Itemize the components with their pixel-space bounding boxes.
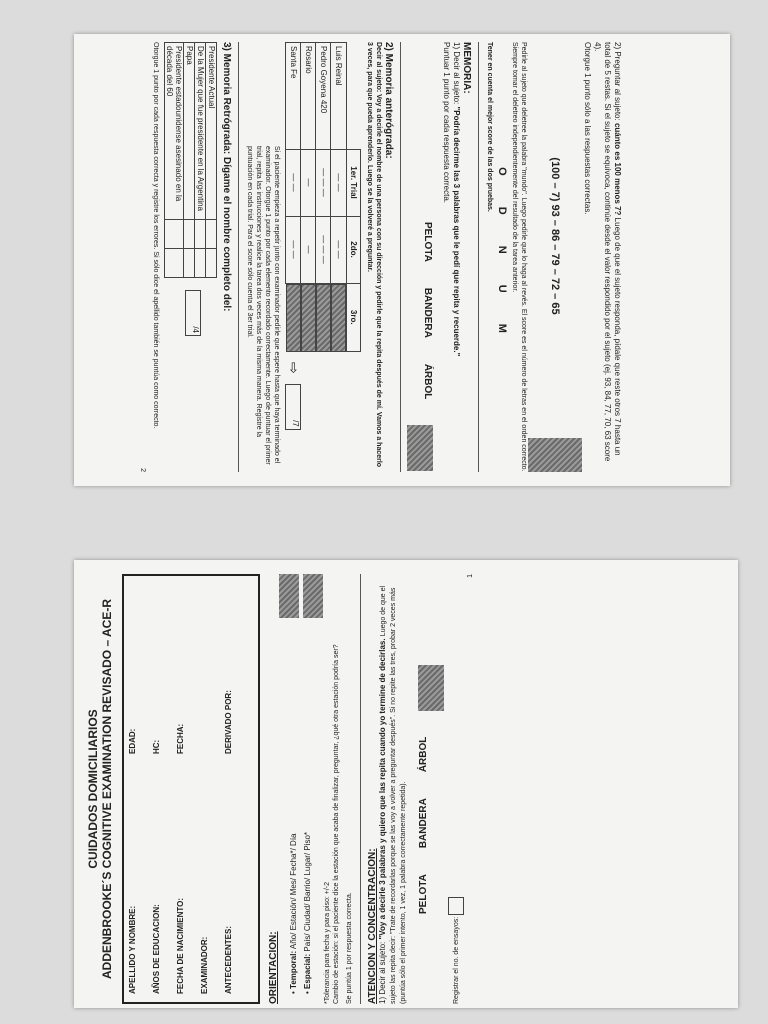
registrar-label: Registrar el no. de ensayos:: [452, 916, 460, 1004]
recall-instruction-lead: 1) Decir al sujeto:: [452, 42, 461, 105]
retro-cell[interactable]: [165, 249, 184, 278]
retro-cell[interactable]: [184, 249, 195, 278]
best-score-note: Tener en cuenta el mejor score de las dos pruebas.: [486, 42, 493, 212]
retro-cell[interactable]: [195, 249, 206, 278]
word-arbol: ÁRBOL: [418, 736, 429, 773]
orientacion-score-shade-2: [303, 574, 323, 618]
retro-table: [165, 42, 218, 278]
page-number: 1: [467, 574, 474, 578]
trial-cell[interactable]: —: [301, 149, 316, 216]
retro-row-label: Presidente Actual: [206, 43, 217, 220]
trial-cell[interactable]: —: [301, 216, 316, 283]
trial-cell[interactable]: — — —: [316, 216, 331, 283]
puntaje-note: Se puntúa 1 por respuesta correcta.: [346, 892, 353, 1004]
trial-score-box[interactable]: /7: [286, 384, 302, 430]
field-anos-educacion[interactable]: AÑOS DE EDUCACION:: [152, 904, 161, 994]
temporal-items: Año/ Estación/ Mes/ Fecha*/ Día: [289, 833, 298, 950]
word-bandera: BANDERA: [418, 798, 429, 849]
anterograde-note: Si el paciente empieza a repetir junto con examinador pedirle que espere hasta que haya terminado el examinador. Otorgue 1 punto por cada elemento recordado correctamente. Luego de puntuar el primer trial, repita las instrucciones y realice la tarea dos veces más de la misma manera. Registre la puntuación en cada trial. Para el score sólo cuenta el 3er trial.: [246, 146, 281, 465]
calc-formula: (100 – 7) 93 – 86 – 79 – 72 – 65: [549, 157, 561, 315]
table-row: [301, 43, 316, 352]
spell-instruction: Pedirle al sujeto que deletree la palabra "mundo". Luego pedirle que lo haga al revés. El score es el número de letras en el orden correcto. Siempre tomar el deletreo independientemente del resultado de la tarea anterior.: [511, 42, 527, 472]
calc-instruction-lead: 2) Preguntar al sujeto:: [613, 42, 622, 121]
trial-row-label: Santa Fe: [286, 43, 301, 150]
retro-footer: Otorgue 1 punto por cada respuesta correcta y registre los errores. Si sólo dice el apellido también se puntúa como correcto.: [152, 42, 160, 429]
table-row: [331, 43, 347, 352]
table-row: [165, 43, 184, 278]
trial-cell[interactable]: — — —: [316, 149, 331, 216]
field-apellido[interactable]: APELLIDO Y NOMBRE:: [128, 905, 137, 994]
word-bandera: BANDERA: [422, 287, 433, 338]
table-row: [195, 43, 206, 278]
temporal-label: Temporal:: [289, 950, 298, 989]
patient-info-box: [122, 574, 260, 1004]
trial-cell[interactable]: — —: [331, 216, 347, 283]
cambio-estacion-note: Cambio de estación: si el paciente dice la estación que acaba de finalizar, preguntar, ¿qué otra estación podría ser?: [333, 644, 340, 1004]
trial-cell[interactable]: — —: [331, 149, 347, 216]
trial-cell-shaded: [301, 284, 316, 352]
form-title-2: ADDENBROOKE´S COGNITIVE EXAMINATION REVISADO – ACE-R: [100, 598, 114, 980]
trial-cell[interactable]: — —: [286, 149, 301, 216]
retro-cell[interactable]: [195, 220, 206, 249]
recall-score-shade: [407, 425, 433, 471]
trial-cell-shaded: [316, 284, 331, 352]
trial-table: [286, 42, 362, 352]
table-row: [206, 43, 217, 278]
trial-row-label: Luis Reinal: [331, 43, 347, 150]
tolerancia-note: *Tolerancia para fecha y para piso: +/-2: [324, 882, 331, 1004]
espacial-label: Espacial:: [303, 953, 312, 989]
trial-row-label: Rosario: [301, 43, 316, 150]
retro-cell[interactable]: [206, 220, 217, 249]
field-derivado-por[interactable]: DERIVADO POR:: [224, 690, 233, 754]
trial-header-3: 3ro.: [347, 283, 361, 352]
retro-row-label: De la Mujer que fue presidente en la Argentina: [195, 43, 206, 220]
atencion-instruction-lead: 1) Decir al sujeto:: [378, 941, 387, 1004]
retro-cell[interactable]: [184, 220, 195, 249]
atencion-instruction-quote: "Voy a decirle 3 palabras y quiero que las repita cuando yo termine de decirlas.: [378, 638, 387, 940]
field-fecha-nacimiento[interactable]: FECHA DE NACIMIENTO:: [176, 898, 185, 994]
ensayos-box[interactable]: [448, 897, 464, 915]
calc-instruction-question: cuánto es 100 menos 7?: [613, 122, 622, 216]
table-row: [316, 43, 331, 352]
arrow-right-icon: ⇨: [286, 362, 303, 374]
recall-words: [407, 222, 433, 472]
divider: [360, 574, 361, 1004]
divider: [400, 42, 401, 472]
trial-header-2: 2do.: [347, 216, 361, 283]
retro-row-label: Papa: [184, 43, 195, 220]
page-number: 2: [139, 468, 147, 472]
calc-instruction-score: Otorgue 1 punto sólo a las respuestas correctas.: [583, 42, 592, 215]
atencion-score-shade: [418, 665, 444, 711]
retro-title: 3) Memoria Retrógrada: Dígame el nombre completo del:: [221, 42, 233, 312]
calc-instruction-body: Luego de que el sujeto responda, pídale que reste otros 7 hasta un total de 5 restas. Si el sujeto se equivoca, continúe desde el valor respondido por el sujeto (ej. 93, 84, 77, 70, 63 score 4).: [593, 42, 622, 462]
divider: [239, 42, 240, 472]
trial-cell-shaded: [286, 284, 301, 352]
page-2-sheet: [74, 34, 730, 486]
mundo-reversed: O D N U M: [496, 167, 508, 347]
atencion-title: ATENCION Y CONCENTRACION:: [367, 848, 378, 1004]
atencion-words: [418, 574, 444, 914]
memoria-title: MEMORIA:: [461, 42, 472, 94]
anterograde-instruction: Decir al sujeto: Voy a decirle el nombre de una persona con su dirección y pedirle que la repita después de mí. Vamos a hacerlo 3 veces, para que pueda aprenderlo. Luego se la volveré a preguntar.: [366, 42, 382, 468]
recall-instruction-quote: "Podría decirme las 3 palabras que le pedí que repita y recuerde.": [452, 106, 461, 357]
form-title-1: CUIDADOS DOMICILIARIOS: [86, 709, 100, 869]
page-1-content: CUIDADOS DOMICILIARIOS ADDENBROOKE´S COGNITIVE EXAMINATION REVISADO – ACE-R APELLIDO Y NOMBRE: EDAD: AÑOS DE EDUCACION: HC: FECHA DE NACIMIENTO: FECHA: EXAMINADOR: ANTECEDENTES: DERIVADO POR: ORIENTACION: • Temporal: Año/ Estación/ Mes/ Fecha*/ Día • Espacial: País/ Ciudad/ Barrio/ Lugar/ Piso* *Tolerancia para fecha y para piso: +/-2 Cambio de estación: si el paciente dice la estación que acaba de finalizar, preguntar, ¿qué otra estación podría ser? Se puntúa 1 por respuesta correcta. ATENCION Y CONCENTRACION: 1) Decir al sujeto: "Voy a decirle 3 palabras y quiero que las repita cuando yo termine de decirlas. Luego de que el sujeto las repita decir: "Trate de recordarlas porque se las voy a volver a preguntar después". Si no repite las tres, probar 2 veces más (puntúa sólo el primer intento, 1 vez, 1 palabra correctamente repetida). PELOTA BANDERA ÁRBOL Registrar el no. de ensayos: 1: [86, 574, 474, 1004]
recall-instruction-score: Puntuar 1 punto por cada respuesta correcta.: [442, 42, 451, 203]
table-row: [286, 43, 301, 352]
trial-cell[interactable]: — —: [286, 216, 301, 283]
atencion-instruction-body: Luego de que el sujeto las repita decir: "Trate de recordarlas porque se las voy a volver a preguntar después". Si no repite las tres, probar 2 veces más (puntúa sólo el primer intento, 1 vez, 1 palabra correctamente repetida).: [380, 585, 407, 1004]
field-fecha[interactable]: FECHA:: [176, 723, 185, 754]
retro-score-box[interactable]: /4: [185, 290, 201, 336]
word-pelota: PELOTA: [422, 222, 433, 262]
field-hc[interactable]: HC:: [152, 739, 161, 754]
field-antecedentes[interactable]: ANTECEDENTES:: [224, 925, 233, 994]
page-1-sheet: [74, 560, 738, 1008]
orientacion-score-shade-1: [279, 574, 299, 618]
calc-instruction: [582, 42, 622, 472]
field-edad[interactable]: EDAD:: [128, 728, 137, 754]
word-arbol: ÁRBOL: [422, 363, 433, 400]
word-pelota: PELOTA: [418, 874, 429, 914]
orientacion-title: ORIENTACION:: [268, 931, 279, 1004]
divider: [478, 42, 479, 472]
retro-row-label: Presidente estadounidense asesinado en la década del 60: [165, 43, 184, 220]
retro-cell[interactable]: [165, 220, 184, 249]
field-examinador[interactable]: EXAMINADOR:: [200, 936, 209, 994]
trial-row-label: Pedro Goyena 420: [316, 43, 331, 150]
espacial-items: País/ Ciudad/ Barrio/ Lugar/ Piso*: [303, 831, 312, 952]
trial-cell-shaded: [331, 284, 346, 352]
trial-header-1: 1er. Trial: [347, 149, 361, 216]
page-2-content: [139, 42, 622, 472]
anterograde-title: 2) Memoria anterógrada:: [383, 42, 394, 159]
score-shaded-box: [528, 438, 582, 472]
retro-cell[interactable]: [206, 249, 217, 278]
table-row: [184, 43, 195, 278]
